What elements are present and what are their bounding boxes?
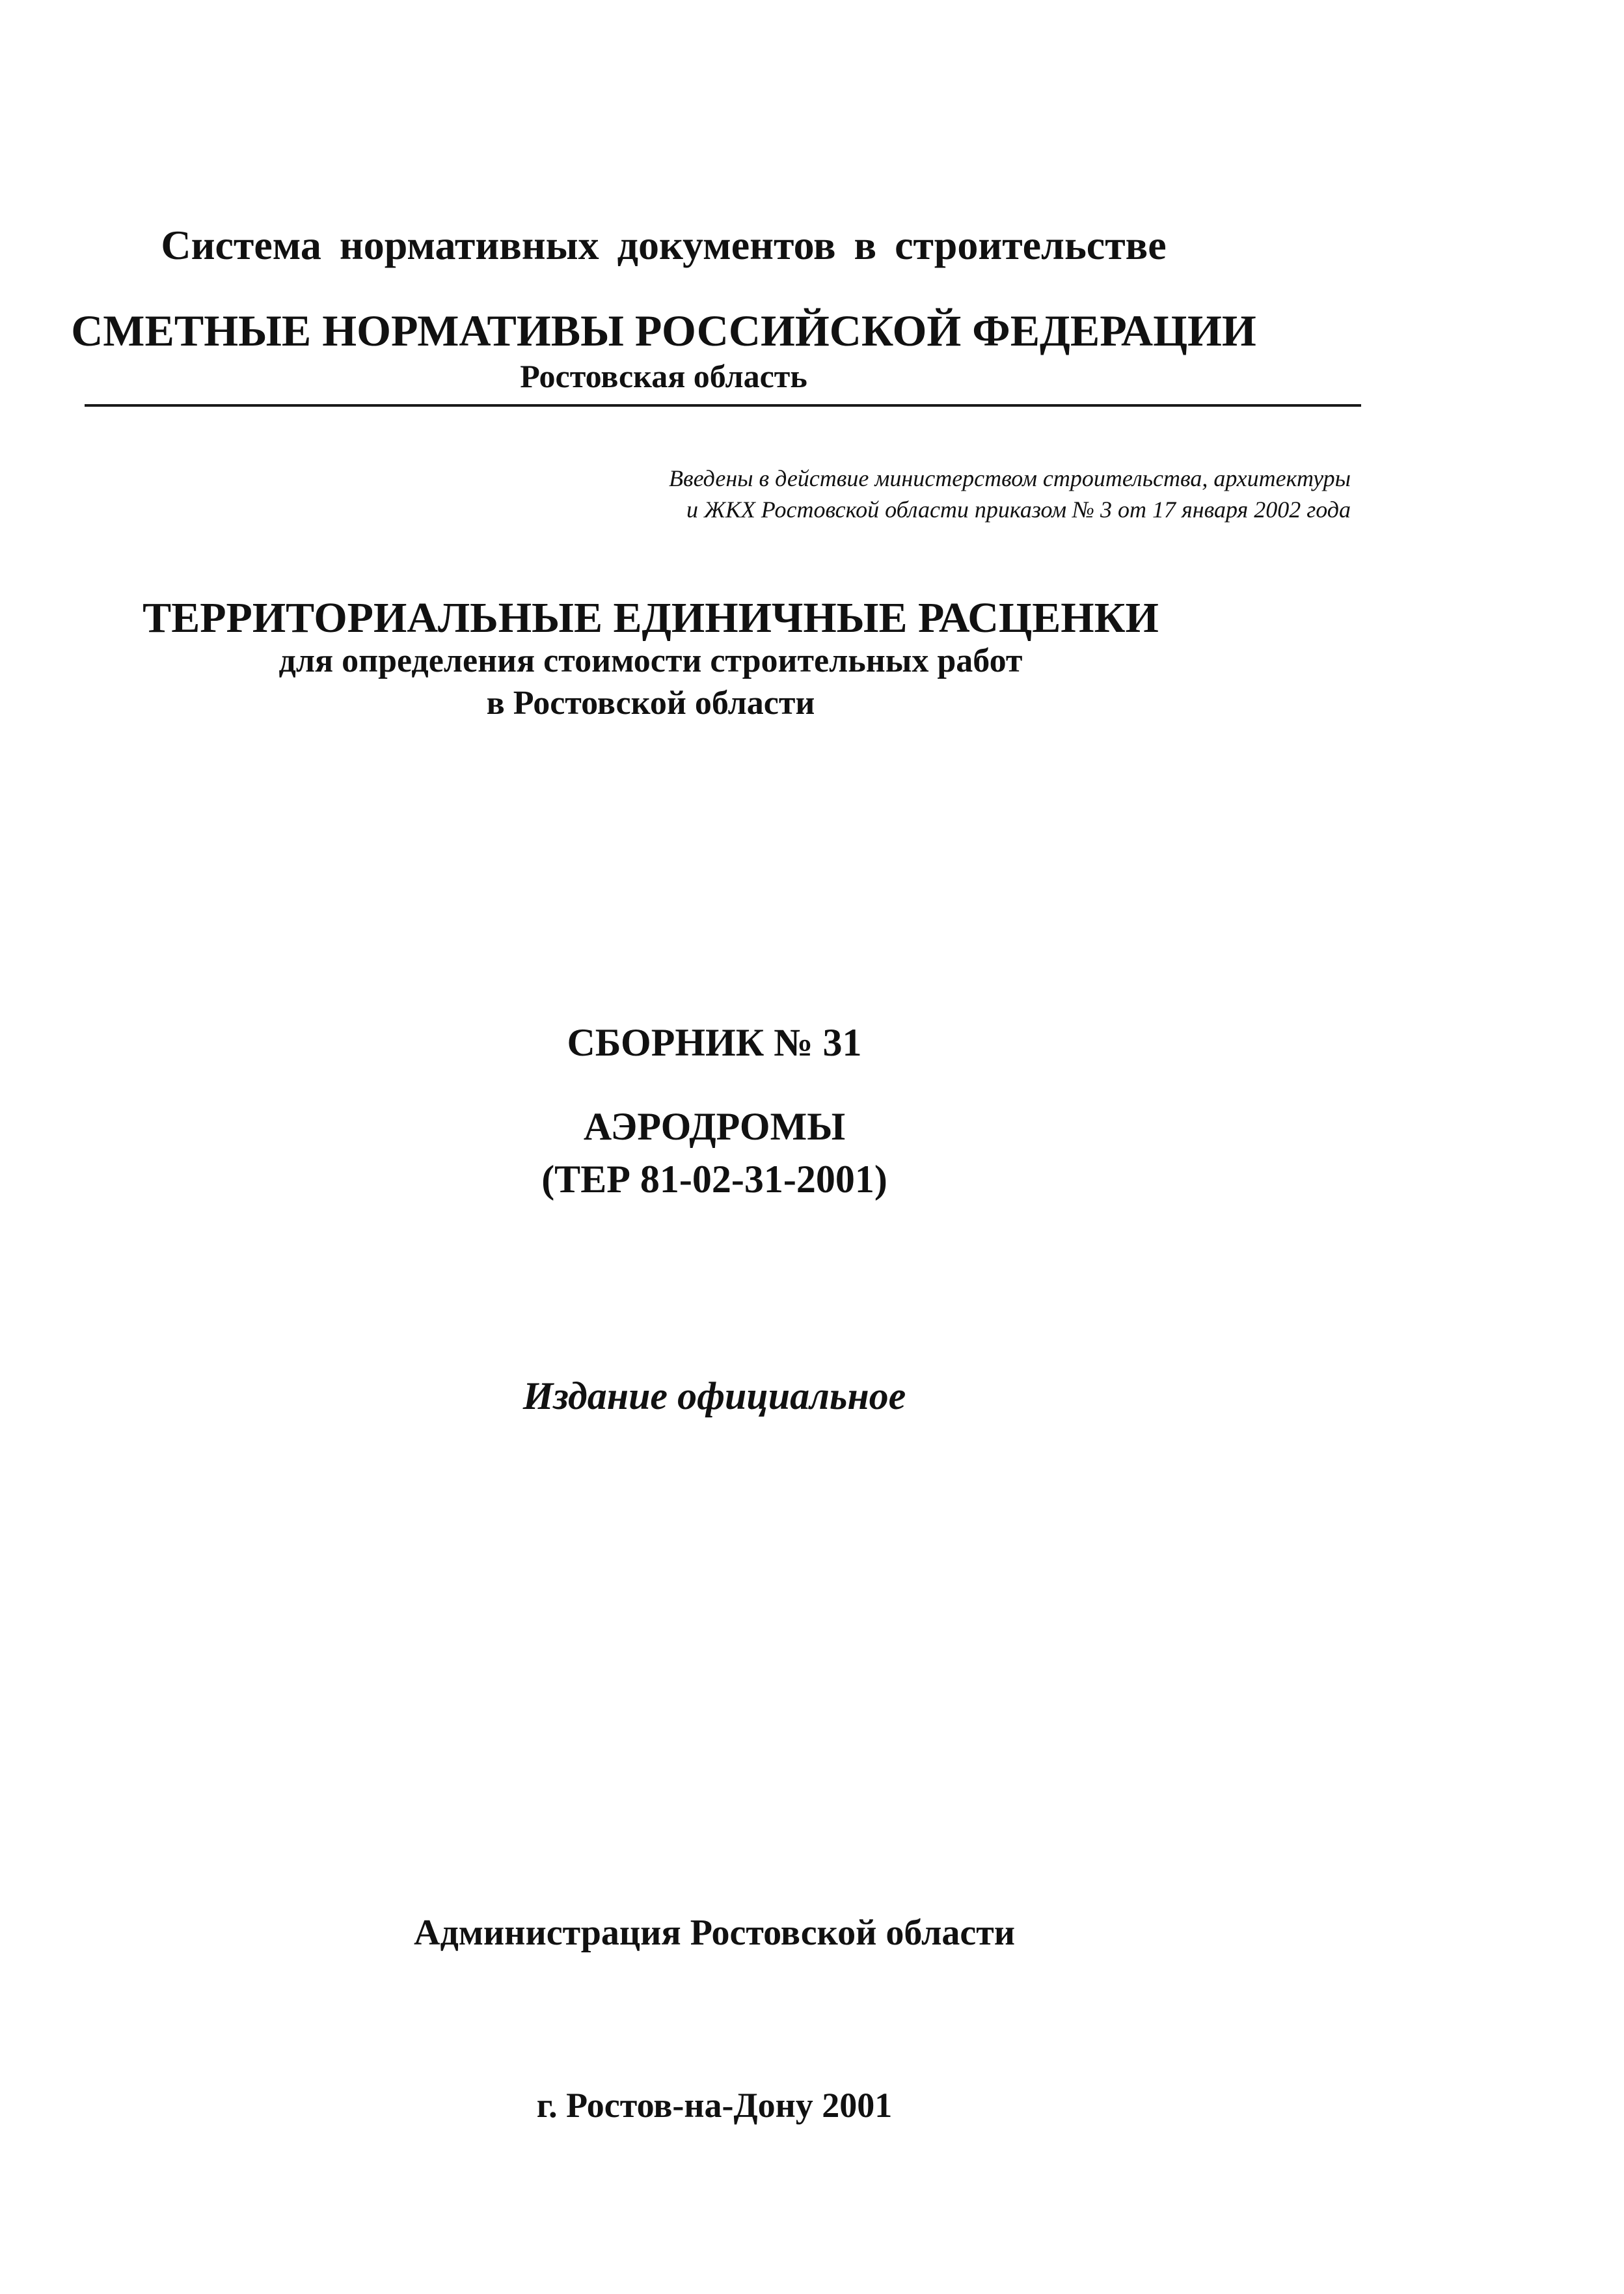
edition-label: Издание официальное xyxy=(522,1374,906,1417)
document-title: ТЕРРИТОРИАЛЬНЫЕ ЕДИНИЧНЫЕ РАСЦЕНКИ xyxy=(142,594,1159,642)
series-title: Система нормативных документов в строительстве xyxy=(161,222,1167,268)
publisher: Администрация Ростовской области xyxy=(414,1913,1015,1953)
header-divider xyxy=(85,404,1361,407)
document-subtitle-line-2: в Ростовской области xyxy=(486,685,815,722)
document-subtitle-line-1: для определения стоимости строительных работ xyxy=(278,642,1023,679)
collection-number: СБОРНИК № 31 xyxy=(567,1021,862,1064)
enactment-line-2: и ЖКХ Ростовской области приказом № 3 от 17 января 2002 года xyxy=(686,497,1351,523)
collection-code: (ТЕР 81-02-31-2001) xyxy=(541,1158,887,1201)
enactment-line-1: Введены в действие министерством строительства, архитектуры xyxy=(668,465,1351,491)
main-title: СМЕТНЫЕ НОРМАТИВЫ РОССИЙСКОЙ ФЕДЕРАЦИИ xyxy=(71,306,1256,355)
collection-name: АЭРОДРОМЫ xyxy=(583,1105,846,1148)
region-label: Ростовская область xyxy=(520,358,807,394)
city-year: г. Ростов-на-Дону 2001 xyxy=(536,2086,893,2125)
